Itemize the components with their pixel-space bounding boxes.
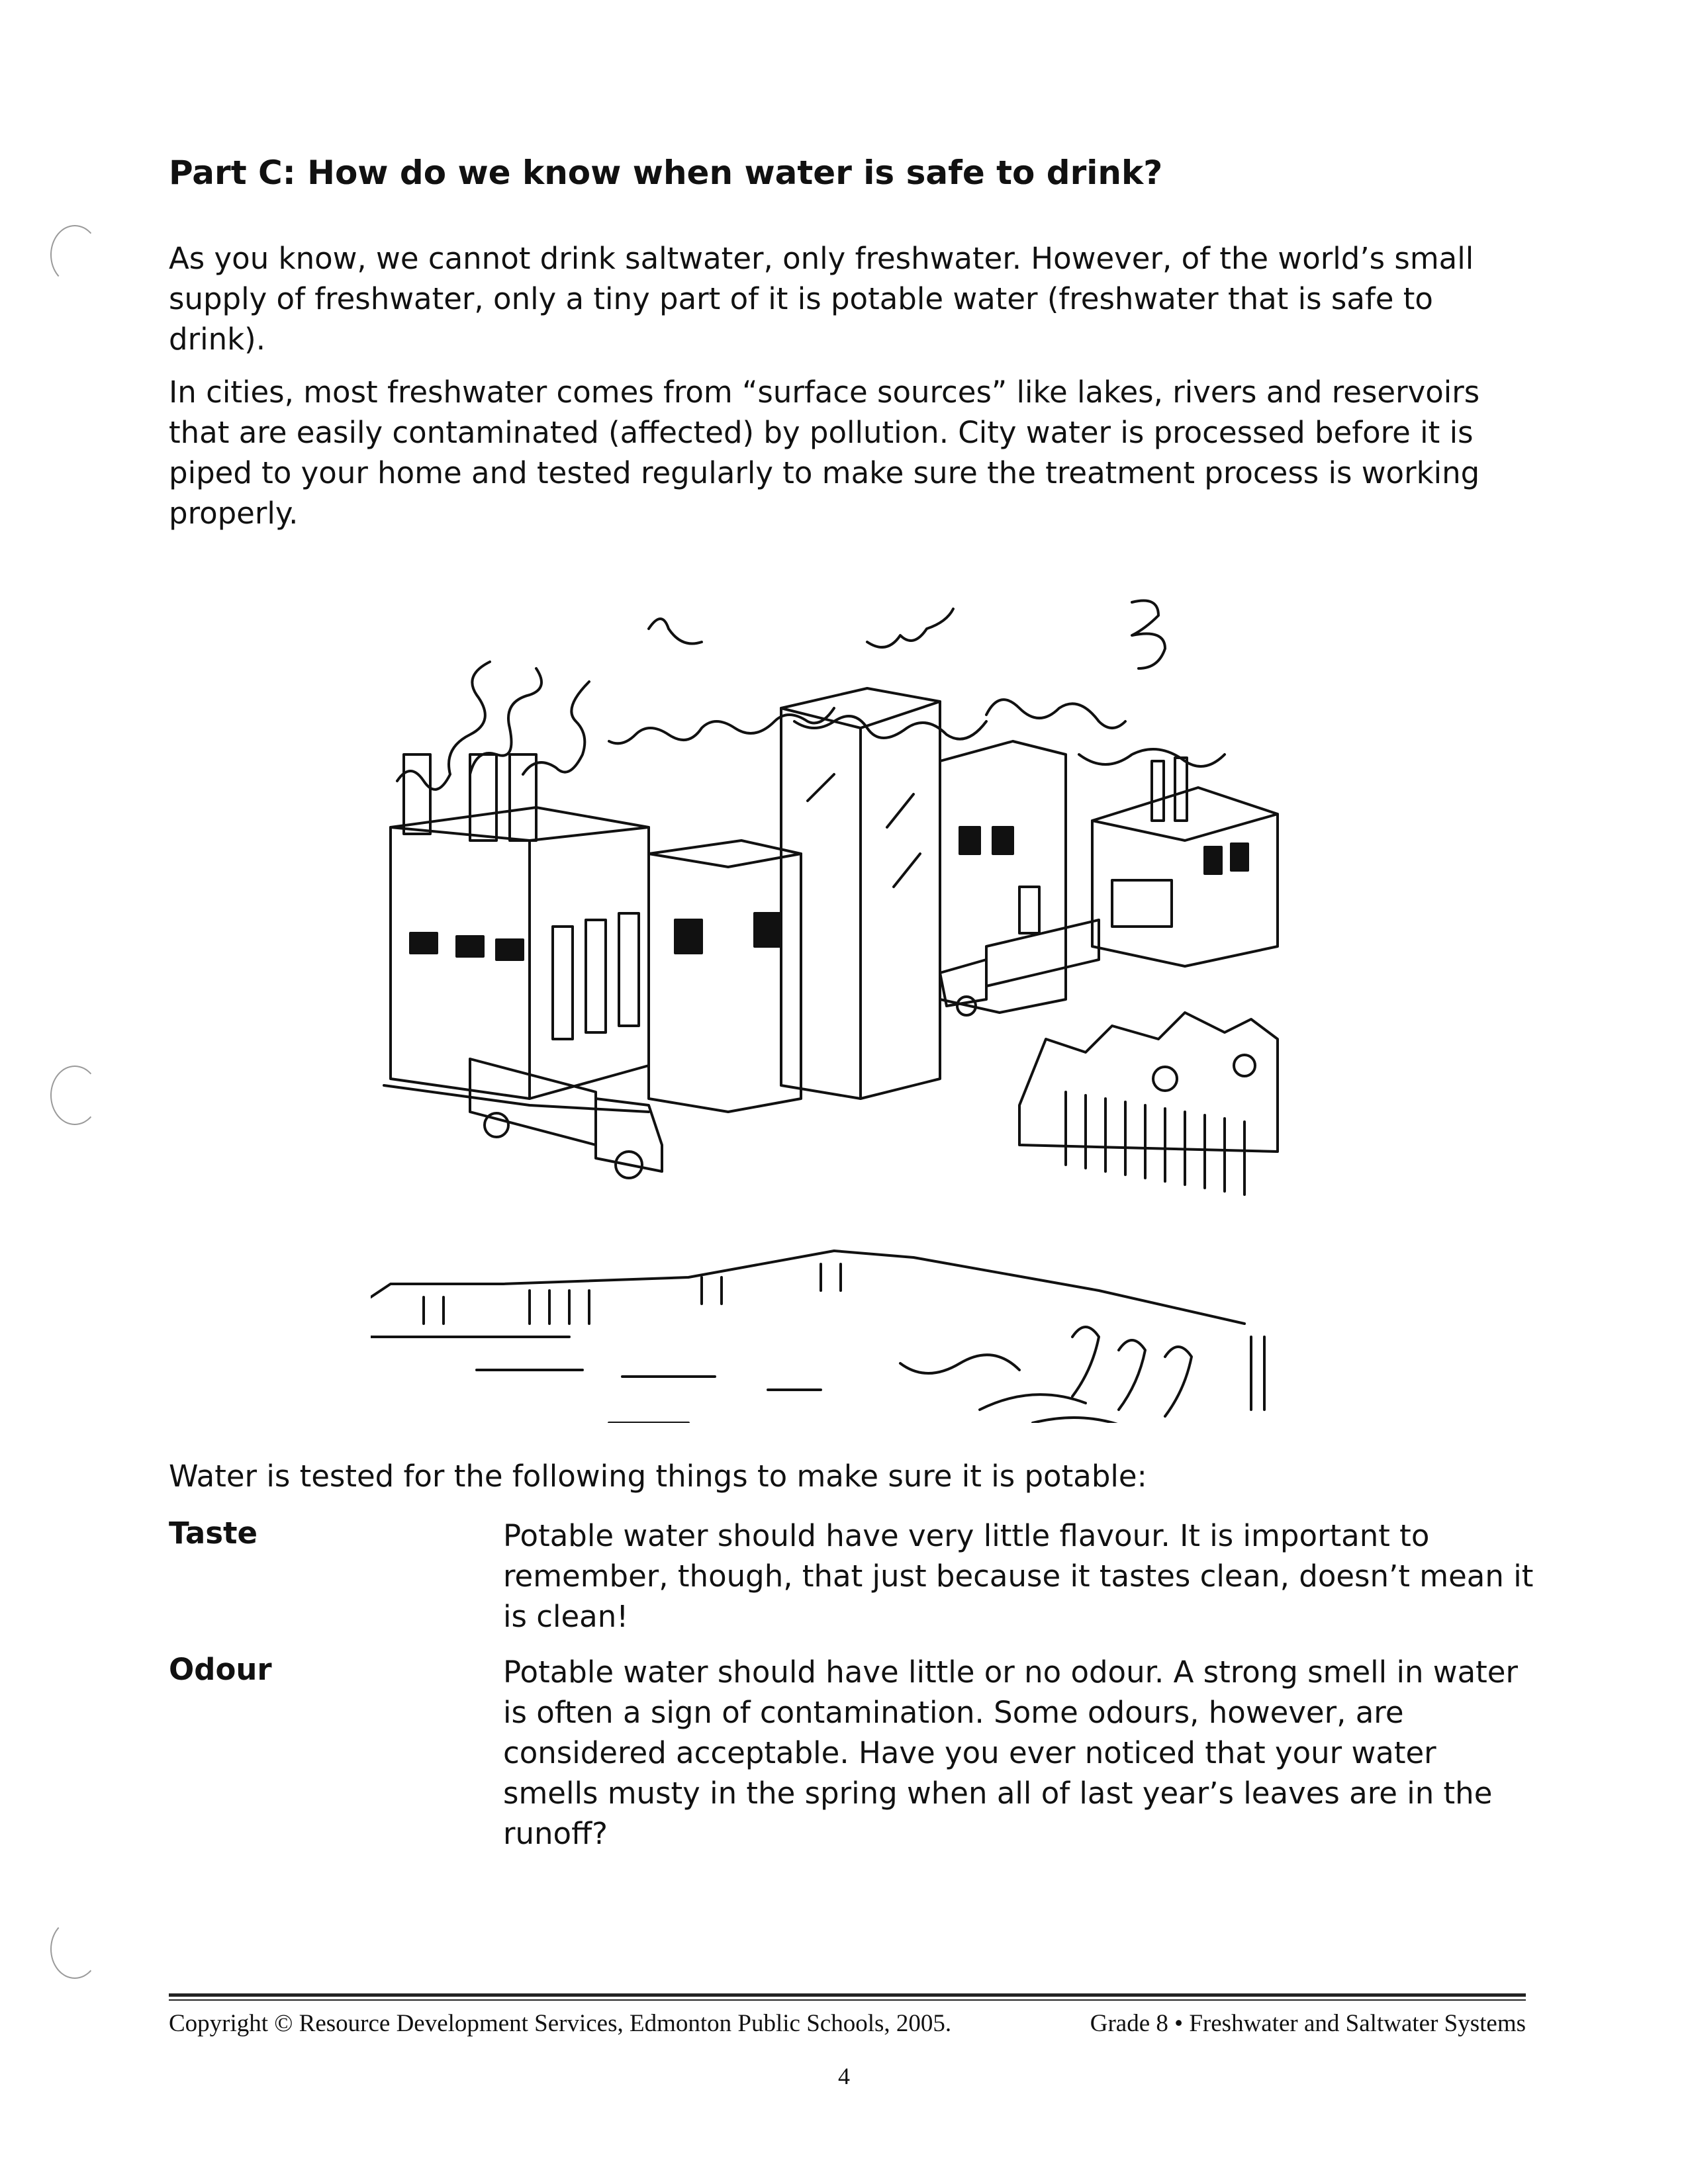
intro-paragraph-1: As you know, we cannot drink saltwater, only freshwater. However, of the world’s small supply of freshwater, only a tiny part of it is potable water (freshwater that is safe to drink). xyxy=(169,241,1474,357)
water-ripple-drawing xyxy=(397,1370,1039,1423)
footer-series-title: Grade 8 • Freshwater and Saltwater Systems xyxy=(1090,2010,1526,2037)
criterion-term: Taste xyxy=(169,1516,258,1551)
page-number: 4 xyxy=(838,2063,850,2089)
junkyard-fence-drawing xyxy=(1019,1013,1278,1195)
delivery-truck-drawing xyxy=(470,920,1099,1178)
footer-copyright: Copyright © Resource Development Services, Edmonton Public Schools, 2005. xyxy=(169,2010,952,2037)
footer-rule xyxy=(169,1993,1526,1997)
sewage-pipe-drawing xyxy=(900,1327,1192,1423)
factory-drawing xyxy=(391,688,1278,1112)
section-heading: Part C: How do we know when water is safe to drink? xyxy=(169,154,1163,192)
punch-hole-mark xyxy=(50,1919,99,1979)
criterion-term: Odour xyxy=(169,1652,272,1687)
smoke-plume-drawing xyxy=(397,601,1225,790)
punch-hole-mark xyxy=(50,1066,99,1125)
punch-hole-mark xyxy=(50,225,99,285)
footer-rule xyxy=(169,1999,1526,2001)
tested-intro-text: Water is tested for the following things to make sure it is potable: xyxy=(169,1459,1147,1494)
criterion-definition: Potable water should have little or no odour. A strong smell in water is often a sign of contamination. Some odours, however, are considered acceptable. Have you ever noticed that your water smells musty in the spring when all of last year’s leaves are in the runoff? xyxy=(503,1655,1518,1851)
criterion-definition: Potable water should have very little flavour. It is important to remember, though, that just because it tastes clean, doesn’t mean it is clean! xyxy=(503,1518,1534,1634)
intro-paragraph-2: In cities, most freshwater comes from “surface sources” like lakes, rivers and reservoirs that are easily contaminated (affected) by pollution. City water is processed before it is piped to your home and tested regularly to make sure the treatment process is working properly. xyxy=(169,375,1480,531)
industrial-pollution-illustration xyxy=(371,576,1297,1423)
